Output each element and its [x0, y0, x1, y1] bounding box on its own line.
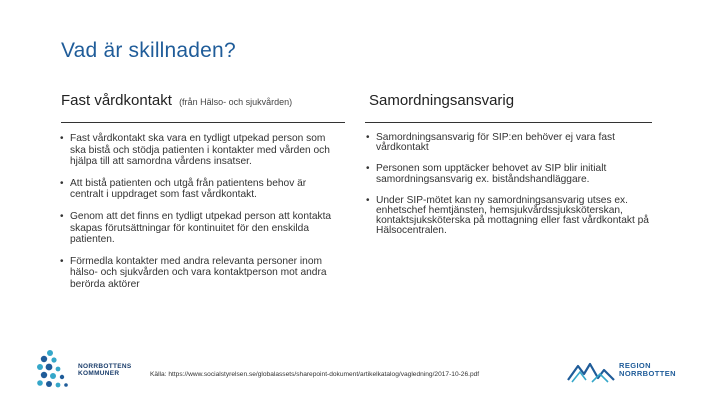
- left-heading-divider: [61, 122, 345, 123]
- source-citation: Källa: https://www.socialstyrelsen.se/globalassets/sharepoint-dokument/artikelkatalog/vagledning/2017-10-26.pdf: [150, 371, 480, 378]
- slide-title: Vad är skillnaden?: [61, 39, 236, 62]
- region-logo-icon: [566, 358, 618, 386]
- left-bullet-list: [60, 133, 342, 301]
- bullet-text: Samordningsansvarig för SIP:en behöver ej vara fast vårdkontakt: [376, 132, 615, 154]
- bullet-icon: •: [60, 177, 64, 189]
- bullet-icon: •: [366, 163, 370, 175]
- bullet-icon: •: [60, 133, 64, 144]
- list-item: [366, 164, 656, 184]
- bullet-icon: •: [60, 255, 64, 267]
- list-item: [60, 211, 342, 246]
- bullet-icon: •: [366, 194, 370, 206]
- list-item: [366, 133, 656, 153]
- bullet-text: Under SIP-mötet kan ny samordningsansvarig utses ex. enhetschef hemtjänsten, hemsjukvårdssjuksköterskan, kontaktsjuksköterska på mottagning eller fast vårdkontakt på Hälsocentralen.: [376, 194, 649, 237]
- left-heading-text: Fast vårdkontakt: [61, 92, 172, 109]
- bullet-icon: •: [366, 132, 370, 143]
- list-item: [60, 178, 342, 201]
- left-heading-subtitle: (från Hälso- och sjukvården): [179, 97, 293, 107]
- bullet-icon: •: [60, 210, 64, 222]
- logo-right-text: REGION NORRBOTTEN: [619, 361, 676, 378]
- right-heading-divider: [365, 122, 652, 123]
- bullet-text: Fast vårdkontakt ska vara en tydligt utpekad person som ska bistå och stödja patienten i kontakter med vården och hjälpa till att samordna vårdens insatser.: [70, 133, 330, 168]
- left-column-heading: [61, 92, 292, 109]
- bullet-text: Personen som upptäcker behovet av SIP blir initialt samordningsansvarig ex. biståndshandläggare.: [376, 163, 607, 185]
- region-norrbotten-logo: [566, 358, 686, 388]
- list-item: [60, 133, 342, 168]
- list-item: [60, 256, 342, 291]
- norrbottens-kommuner-logo: [36, 349, 146, 391]
- logo-left-text: NORRBOTTENS KOMMUNER: [78, 363, 132, 377]
- list-item: [366, 196, 656, 237]
- dots-logo-icon: [36, 349, 78, 391]
- bullet-text: Att bistå patienten och utgå från patientens behov är centralt i uppdraget som fast vårdkontakt.: [70, 177, 307, 201]
- right-bullet-list: [366, 133, 656, 248]
- bullet-text: Genom att det finns en tydligt utpekad person att kontakta skapas förutsättningar för kontinuitet för den enskilda patienten.: [70, 210, 332, 246]
- right-column-heading: Samordningsansvarig: [369, 92, 515, 109]
- bullet-text: Förmedla kontakter med andra relevanta personer inom hälso- och sjukvården och vara kontaktperson mot andra berörda aktörer: [70, 255, 327, 290]
